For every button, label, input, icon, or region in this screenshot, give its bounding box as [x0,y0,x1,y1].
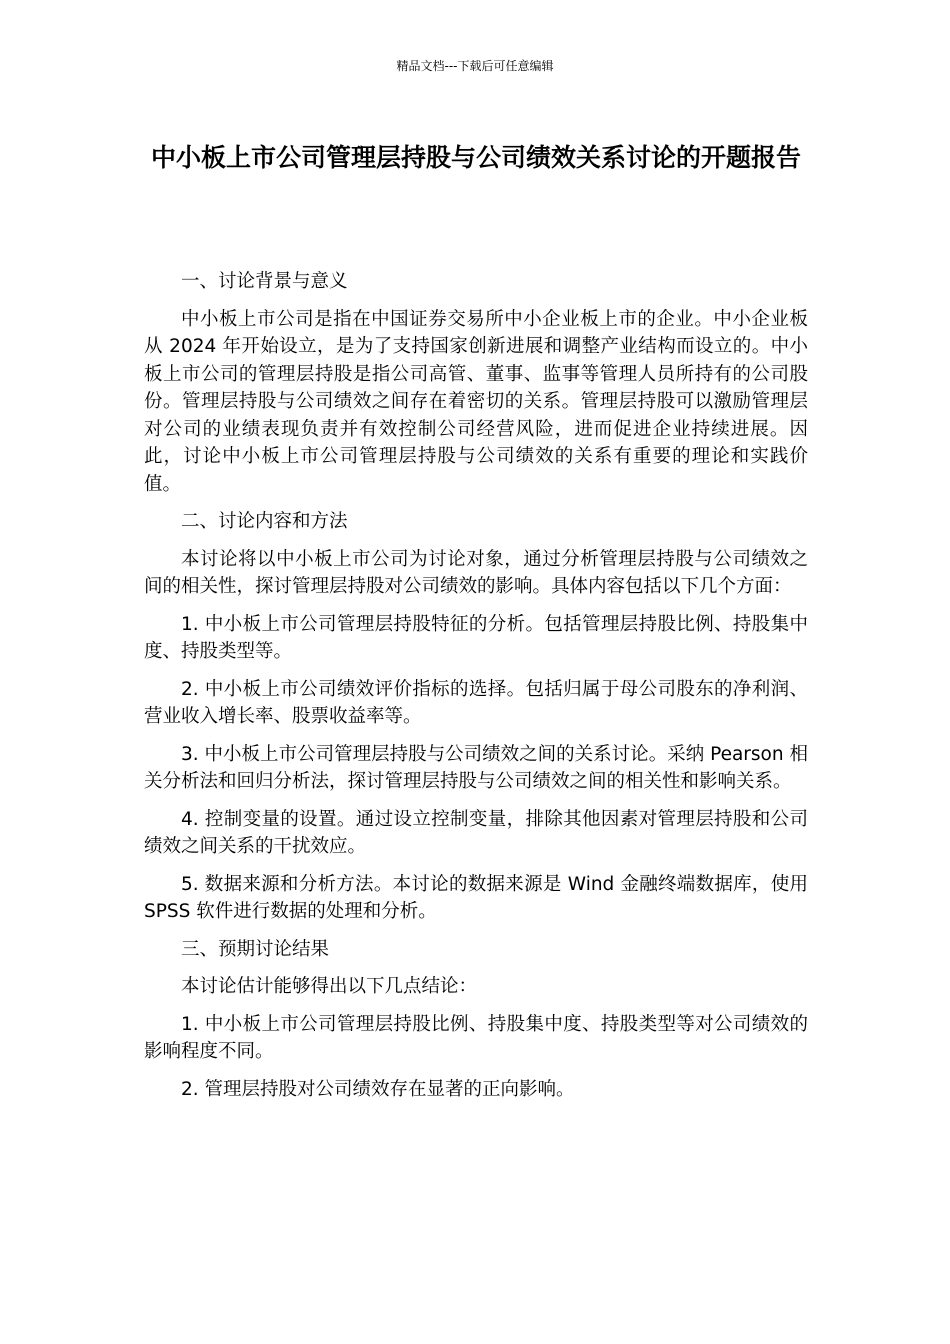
list-item-1: 1. 中小板上市公司管理层持股特征的分析。包括管理层持股比例、持股集中度、持股类型等。 [144,613,808,662]
result-item-2: 2. 管理层持股对公司绩效存在显著的正向影响。 [181,1078,575,1100]
list-item-2: 2. 中小板上市公司绩效评价指标的选择。包括归属于母公司股东的净利润、营业收入增长率、股票收益率等。 [144,678,808,727]
header-note: 精品文档---下载后可任意编辑 [396,59,554,73]
section-heading-content-method: 二、讨论内容和方法 [181,511,348,532]
document-title: 中小板上市公司管理层持股与公司绩效关系讨论的开题报告 [150,143,801,172]
document-body [144,268,808,1113]
result-item-1: 1. 中小板上市公司管理层持股比例、持股集中度、持股类型等对公司绩效的影响程度不同。 [144,1013,808,1062]
list-item-5: 5. 数据来源和分析方法。本讨论的数据来源是 Wind 金融终端数据库，使用 SPSS 软件进行数据的处理和分析。 [144,873,808,922]
section-heading-background: 一、讨论背景与意义 [181,271,348,292]
paragraph-content-intro: 本讨论将以中小板上市公司为讨论对象，通过分析管理层持股与公司绩效之间的相关性，探讨管理层持股对公司绩效的影响。具体内容包括以下几个方面： [144,548,808,597]
paragraph-results-intro: 本讨论估计能够得出以下几点结论： [181,976,478,997]
section-heading-expected-results: 三、预期讨论结果 [181,938,330,960]
list-item-4: 4. 控制变量的设置。通过设立控制变量，排除其他因素对管理层持股和公司绩效之间关系的干扰效应。 [144,808,808,857]
list-item-3: 3. 中小板上市公司管理层持股与公司绩效之间的关系讨论。采纳 Pearson 相关分析法和回归分析法，探讨管理层持股与公司绩效之间的相关性和影响关系。 [144,743,808,792]
paragraph-background: 中小板上市公司是指在中国证券交易所中小企业板上市的企业。中小企业板从 2024 年开始设立，是为了支持国家创新进展和调整产业结构而设立的。中小板上市公司的管理层持股是指公司高管、董事、监事等管理人员所持有的公司股份。管理层持股与公司绩效之间存在着密切的关系。管理层持股可以激励管理层对公司的业绩表现负责并有效控制公司经营风险，进而促进企业持续进展。因此，讨论中小板上市公司管理层持股与公司绩效的关系有重要的理论和实践价值。 [144,308,808,495]
